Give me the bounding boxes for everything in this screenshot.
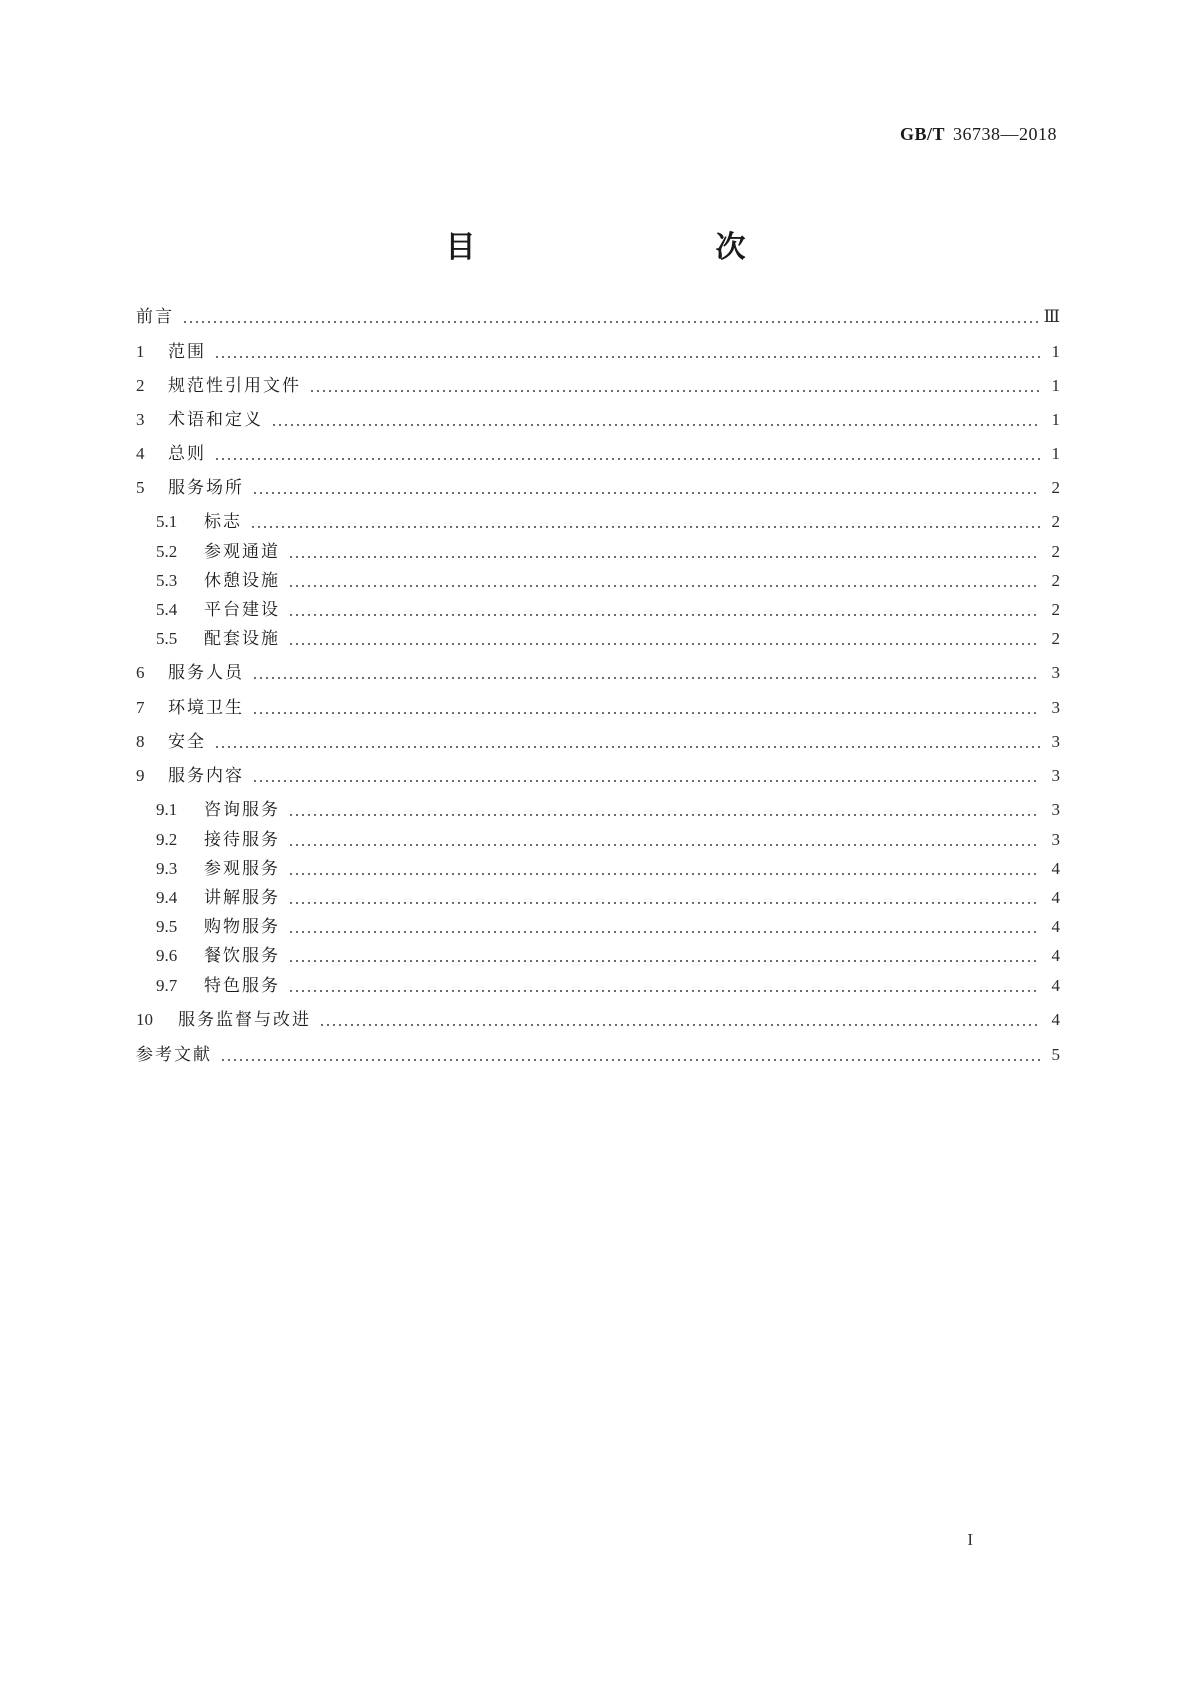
- toc-entry[interactable]: [136, 510, 1060, 534]
- dot-leader: [288, 627, 1040, 651]
- toc-entry-label: 环境卫生: [168, 698, 244, 718]
- toc-entry-page: 3: [1051, 663, 1060, 682]
- toc-entry-label: 总则: [168, 444, 206, 464]
- toc-entry-page: 2: [1051, 600, 1060, 619]
- toc-entry-label: 服务内容: [168, 766, 244, 786]
- standard-prefix: GB/T: [899, 124, 945, 144]
- dot-leader: [271, 408, 1040, 432]
- dot-leader: [214, 442, 1040, 466]
- toc-entry-page: 2: [1051, 571, 1060, 590]
- toc-entry-number: 8: [136, 732, 145, 751]
- toc-entry[interactable]: [136, 627, 1060, 651]
- toc-entry[interactable]: [136, 476, 1060, 500]
- dot-leader: [252, 764, 1040, 788]
- toc-entry-number: 9.4: [156, 888, 178, 907]
- toc-entry-label: 安全: [168, 732, 206, 752]
- toc-entry-page: 2: [1051, 542, 1060, 561]
- toc-entry[interactable]: [136, 340, 1060, 364]
- dot-leader: [288, 598, 1040, 622]
- dot-leader: [220, 1043, 1040, 1067]
- toc-entry[interactable]: [136, 764, 1060, 788]
- toc-entry-number: 2: [136, 376, 145, 395]
- dot-leader: [288, 828, 1040, 852]
- toc-entry-label: 参观服务: [204, 859, 280, 879]
- toc-entry[interactable]: [136, 974, 1060, 998]
- toc-entry-page: 2: [1051, 512, 1060, 531]
- toc-entry[interactable]: [136, 374, 1060, 398]
- toc-entry-page: 1: [1051, 376, 1060, 395]
- toc-entry-number: 5.3: [156, 571, 178, 590]
- toc-entry-number: 10: [136, 1010, 153, 1029]
- toc-entry-label: 平台建设: [204, 600, 280, 620]
- toc-entry-number: 5.2: [156, 542, 178, 561]
- toc-entry[interactable]: [136, 569, 1060, 593]
- toc-entry-number: 5.4: [156, 600, 178, 619]
- toc-entry[interactable]: [136, 798, 1060, 822]
- dot-leader: [288, 944, 1040, 968]
- dot-leader: [252, 476, 1040, 500]
- toc-entry-number: 9.7: [156, 976, 178, 995]
- toc-entry[interactable]: [136, 828, 1060, 852]
- toc-entry-number: 6: [136, 663, 145, 682]
- dot-leader: [214, 340, 1040, 364]
- toc-entry-page: 3: [1051, 800, 1060, 819]
- toc-entry-label: 餐饮服务: [204, 946, 280, 966]
- toc-entry-page: 4: [1051, 888, 1060, 907]
- toc-entry[interactable]: [136, 598, 1060, 622]
- toc-entry-number: 9.2: [156, 830, 178, 849]
- dot-leader: [288, 569, 1040, 593]
- toc-entry[interactable]: [136, 661, 1060, 685]
- toc-entry-page: 2: [1051, 478, 1060, 497]
- dot-leader: [309, 374, 1040, 398]
- page-title: 目 次: [445, 230, 806, 265]
- toc-entry-page: 1: [1051, 410, 1060, 429]
- toc-entry-number: 5: [136, 478, 145, 497]
- toc-entry-number: 9.6: [156, 946, 178, 965]
- toc-entry-label: 服务人员: [168, 663, 244, 683]
- toc-entry-page: 4: [1051, 859, 1060, 878]
- toc-entry-page: 4: [1051, 946, 1060, 965]
- toc-entry-number: 5.1: [156, 512, 178, 531]
- dot-leader: [252, 696, 1040, 720]
- toc-entry-label: 配套设施: [204, 629, 280, 649]
- toc-entry-label: 范围: [168, 342, 206, 362]
- standard-number-header: [900, 124, 1057, 145]
- toc-entry[interactable]: [136, 886, 1060, 910]
- dot-leader: [288, 540, 1040, 564]
- toc-entry-page: 5: [1051, 1045, 1060, 1064]
- toc-entry-label: 标志: [204, 512, 242, 532]
- dot-leader: [288, 798, 1040, 822]
- toc-entry[interactable]: [136, 696, 1060, 720]
- dot-leader: [182, 305, 1038, 329]
- toc-entry[interactable]: [136, 1008, 1060, 1032]
- toc-entry-label: 特色服务: [204, 976, 280, 996]
- dot-leader: [288, 857, 1040, 881]
- toc-entry-label: 参考文献: [136, 1045, 212, 1065]
- toc-entry[interactable]: [136, 1043, 1060, 1067]
- toc-entry-label: 休憩设施: [204, 571, 280, 591]
- toc-entry-label: 参观通道: [204, 542, 280, 562]
- toc-entry[interactable]: [136, 944, 1060, 968]
- toc-entry-page: 4: [1051, 976, 1060, 995]
- toc-entry[interactable]: [136, 305, 1060, 329]
- toc-entry[interactable]: [136, 915, 1060, 939]
- toc-entry[interactable]: [136, 730, 1060, 754]
- dot-leader: [288, 886, 1040, 910]
- toc-entry-label: 服务监督与改进: [178, 1010, 311, 1030]
- toc-entry[interactable]: [136, 442, 1060, 466]
- toc-entry-label: 购物服务: [204, 917, 280, 937]
- toc-entry-number: 4: [136, 444, 145, 463]
- toc-entry-number: 1: [136, 342, 145, 361]
- dot-leader: [319, 1008, 1040, 1032]
- toc-entry-page: 1: [1051, 444, 1060, 463]
- toc-entry-page: 3: [1051, 698, 1060, 717]
- page-number: I: [967, 1530, 973, 1549]
- toc-entry-label: 术语和定义: [168, 410, 263, 430]
- toc-entry[interactable]: [136, 857, 1060, 881]
- toc-entry-number: 9.5: [156, 917, 178, 936]
- toc-entry-page: 4: [1051, 917, 1060, 936]
- toc-entry-page: Ⅲ: [1043, 307, 1060, 326]
- toc-entry-number: 9.1: [156, 800, 178, 819]
- toc-entry-page: 3: [1051, 830, 1060, 849]
- toc-entry-label: 接待服务: [204, 830, 280, 850]
- toc-entry-label: 规范性引用文件: [168, 376, 301, 396]
- dot-leader: [252, 661, 1040, 685]
- toc-entry-page: 2: [1051, 629, 1060, 648]
- toc-entry-label: 前言: [136, 307, 174, 327]
- dot-leader: [288, 915, 1040, 939]
- toc-entry-page: 3: [1051, 732, 1060, 751]
- dot-leader: [250, 510, 1040, 534]
- standard-code: 36738—2018: [953, 124, 1057, 144]
- toc-entry-page: 3: [1051, 766, 1060, 785]
- toc-entry[interactable]: [136, 408, 1060, 432]
- toc-entry-number: 9.3: [156, 859, 178, 878]
- toc-entry-number: 7: [136, 698, 145, 717]
- toc-entry-label: 服务场所: [168, 478, 244, 498]
- toc-entry-label: 讲解服务: [204, 888, 280, 908]
- toc-entry-number: 3: [136, 410, 145, 429]
- dot-leader: [288, 974, 1040, 998]
- toc-entry-number: 9: [136, 766, 145, 785]
- toc-entry-page: 1: [1051, 342, 1060, 361]
- toc-entry-label: 咨询服务: [204, 800, 280, 820]
- toc-entry-page: 4: [1051, 1010, 1060, 1029]
- toc-entry[interactable]: [136, 540, 1060, 564]
- dot-leader: [214, 730, 1040, 754]
- toc-entry-number: 5.5: [156, 629, 178, 648]
